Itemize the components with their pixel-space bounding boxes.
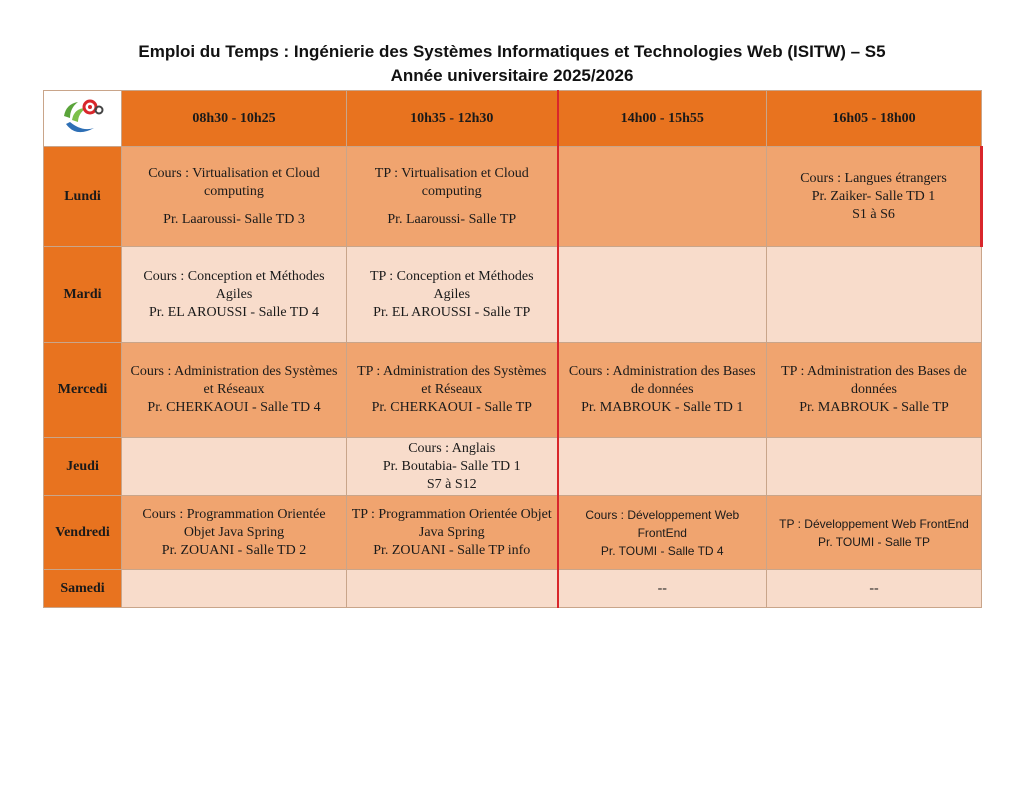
course-group: S7 à S12	[426, 476, 477, 492]
day-row-mardi	[44, 247, 982, 343]
empty-cell	[558, 247, 767, 343]
empty-cell	[558, 147, 767, 247]
empty-cell: --	[767, 570, 982, 608]
empty-cell	[767, 438, 982, 496]
slot-header: 14h00 - 15h55	[558, 91, 767, 147]
course-professor: Pr. TOUMI - Salle TP	[817, 534, 931, 549]
empty-cell	[767, 247, 982, 343]
course-group: S1 à S6	[852, 206, 895, 222]
course-cell	[558, 343, 767, 438]
course-cell	[347, 147, 558, 247]
course-name: TP : Administration des Systèmes et Réseaux	[357, 364, 547, 397]
day-row-samedi	[44, 570, 982, 608]
course-name: TP : Conception et Méthodes Agiles	[369, 268, 534, 302]
slot-header: 08h30 - 10h25	[122, 91, 347, 147]
academic-year: Année universitaire 2025/2026	[390, 66, 634, 85]
course-name: Cours : Développement Web FrontEnd	[585, 507, 740, 540]
course-name: Cours : Virtualisation et Cloud computing	[148, 165, 320, 199]
course-cell	[347, 343, 558, 438]
course-cell	[122, 147, 347, 247]
empty-cell	[122, 570, 347, 608]
day-row-jeudi	[44, 438, 982, 496]
day-label: Jeudi	[44, 438, 122, 496]
course-cell	[767, 343, 982, 438]
course-cell	[122, 247, 347, 343]
course-professor: Pr. Zaiker- Salle TD 1	[811, 188, 936, 204]
course-name: Cours : Administration des Bases de données	[568, 364, 756, 397]
day-label: Lundi	[44, 147, 122, 247]
course-cell	[122, 343, 347, 438]
course-professor: Pr. CHERKAOUI - Salle TD 4	[147, 400, 321, 415]
day-row-mercredi	[44, 343, 982, 438]
course-name: TP : Programmation Orientée Objet Java Spring	[351, 506, 552, 540]
course-name: Cours : Programmation Orientée Objet Java Spring	[142, 506, 326, 540]
course-name: TP : Développement Web FrontEnd	[779, 516, 969, 531]
timetable	[43, 90, 983, 608]
course-name: Cours : Administration des Systèmes et Réseaux	[130, 364, 338, 397]
course-professor: Pr. ZOUANI - Salle TD 2	[161, 542, 307, 558]
school-logo-icon	[60, 94, 106, 138]
course-name: TP : Virtualisation et Cloud computing	[374, 165, 529, 199]
slot-header: 10h35 - 12h30	[347, 91, 558, 147]
course-name: Cours : Anglais	[408, 440, 496, 456]
course-name: Cours : Conception et Méthodes Agiles	[143, 268, 325, 302]
header-row	[44, 91, 982, 147]
course-name: TP : Administration des Bases de données	[781, 364, 967, 397]
course-professor: Pr. TOUMI - Salle TD 4	[600, 543, 724, 558]
empty-cell	[558, 438, 767, 496]
course-professor: Pr. MABROUK - Salle TP	[799, 400, 949, 415]
empty-cell: --	[558, 570, 767, 608]
course-cell	[767, 147, 982, 247]
empty-cell	[347, 570, 558, 608]
course-professor: Pr. Boutabia- Salle TD 1	[382, 458, 521, 474]
day-label: Mardi	[44, 247, 122, 343]
course-professor: Pr. Laaroussi- Salle TP	[387, 211, 517, 227]
day-row-vendredi	[44, 496, 982, 570]
day-label: Samedi	[44, 570, 122, 608]
page-title: Emploi du Temps : Ingénierie des Systèmes Informatiques et Technologies Web (ISITW) – S5	[138, 42, 886, 61]
logo-cell	[44, 91, 122, 147]
course-cell	[122, 496, 347, 570]
day-label: Vendredi	[44, 496, 122, 570]
day-label: Mercedi	[44, 343, 122, 438]
empty-cell	[122, 438, 347, 496]
course-cell	[767, 496, 982, 570]
course-cell	[347, 438, 558, 496]
day-row-lundi	[44, 147, 982, 247]
course-professor: Pr. CHERKAOUI - Salle TP	[371, 400, 532, 415]
course-cell	[347, 496, 558, 570]
course-professor: Pr. EL AROUSSI - Salle TP	[373, 304, 531, 320]
course-cell	[558, 496, 767, 570]
course-cell	[347, 247, 558, 343]
slot-header: 16h05 - 18h00	[767, 91, 982, 147]
course-professor: Pr. ZOUANI - Salle TP info	[373, 542, 531, 558]
course-professor: Pr. Laaroussi- Salle TD 3	[163, 211, 305, 227]
course-professor: Pr. EL AROUSSI - Salle TD 4	[149, 304, 319, 320]
course-name: Cours : Langues étrangers	[800, 170, 947, 186]
course-professor: Pr. MABROUK - Salle TD 1	[581, 400, 744, 415]
